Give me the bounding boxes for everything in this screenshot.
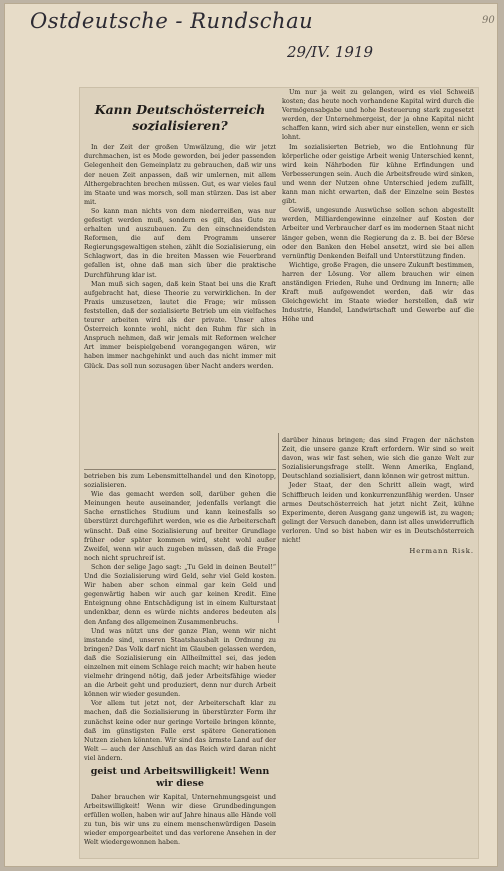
paragraph: Vor allem tut jetzt not, der Arbeiterschaft klar zu machen, daß die Sozialisierung in überstürzter Form ihr zunächst keine oder nur geringe Vorteile bringen könnte, daß im günstigsten Falle erst spätere Generationen Nutzen ziehen könnten. Wir sind das ärmste Land auf der Welt — auch der Anschluß an das Reich wird daran nicht viel ändern. [84, 699, 276, 762]
column-left-bottom [84, 472, 276, 858]
article-headline: Kann Deutschösterreich sozialisieren? [94, 102, 266, 133]
paragraph: Wie das gemacht werden soll, darüber gehen die Meinungen heute auseinander, jedenfalls verlangt die Sache ernstliches Studium und kann keinesfalls so überstürzt durchgeführt werden, wie es die Arbeiterschaft wünscht. Daß eine Sozialisierung auf breiter Grundlage früher oder später kommen wird, steht wohl außer Zweifel, wenn wir auch zugeben müssen, daß die Frage noch nicht spruchreif ist. [84, 490, 276, 562]
paragraph: betrieben bis zum Lebensmittelhandel und den Kinotopp, sozialisieren. [84, 472, 276, 490]
paragraph: So kann man nichts von dem niederreißen, was nur gefestigt werden muß, sondern es gilt, das Gute zu erhalten und auszubauen. Zu den einschneidendsten Reformen, die auf dem Programm unserer Regierungsgewaltigen stehen, zählt die Sozialisierung, ein Schlagwort, das in die breiten Massen wie Feuerbrand gefallen ist, ohne daß man sich über die praktische Durchführung klar ist. [84, 206, 276, 279]
pencil-page-number: 90 [482, 15, 495, 26]
paragraph: Im sozialisierten Betrieb, wo die Entlohnung für körperliche oder geistige Arbeit wenig Unterschied kennt, wird kein Nährboden für kühne Erfindungen und Verbesserungen sein. Auch die Arbeitsfreude wird sinken, und wenn der Nutzen ohne Unterschied jedem zufällt, kann man nicht erwarten, daß der Einzelne sein Bestes gibt. [282, 142, 474, 206]
newspaper-clipping [80, 88, 478, 858]
archive-sheet [4, 3, 498, 867]
paragraph: Gewiß, ungesunde Auswüchse sollen schon abgestellt werden, Milliardengewinne einzelner auf Kosten der Arbeiter und Verbraucher darf es im modernen Staat nicht länger geben, wenn die Regierung da z. B. bei der Börse oder den Banken den Hebel ansetzt, wird sie bei allen vernünftig Denkenden Beifall und Unterstützung finden. [282, 206, 474, 260]
column-divider-vertical [278, 433, 279, 623]
column-left-top [84, 88, 276, 468]
handwritten-newspaper-name: Ostdeutsche - Rundschau [30, 9, 314, 33]
paragraph: Um nur ja weit zu gelangen, wird es viel Schweiß kosten; das heute noch vorhandene Kapital wird durch die Vermögensabgabe und hohe Besteuerung stark zugesetzt werden, der Unternehmergeist, der ja ohne Kapital nicht schaffen kann, wird sich aber nur einstellen, wenn er sich lohnt. [282, 88, 474, 142]
paragraph: Jeder Staat, der den Schritt allein wagt, wird Schiffbruch leiden und konkurrenzunfähig werden. Unser armes Deutschösterreich hat jetzt nicht Zeit, kühne Experimente, deren Ausgang ganz ungewiß ist, zu wagen; gelingt der Versuch daneben, dann ist alles unwiderruflich verloren. Und so bist haben wir es in Deutschösterreich nicht! [282, 481, 474, 545]
paragraph: Schon der selige Jago sagt: „Tu Geld in deinen Beutel!“ Und die Sozialisierung wird Geld, sehr viel Geld kosten. Wir haben aber schon einmal gar kein Geld und gegenwärtig haben wir auch gar keinen Kredit. Eine Enteignung ohne Entschädigung ist in einem Kulturstaat undenkbar, denn es würde nichts anderes bedeuten als den Anfang des allgemeinen Zusammenbruchs. [84, 562, 276, 626]
column-right-top [282, 88, 474, 433]
paragraph: Daher brauchen wir Kapital, Unternehmungsgeist und Arbeitswilligkeit! Wenn wir diese Grundbedingungen erfüllen wollen, haben wir auf Jahre hinaus alle Hände voll zu tun, bis wir uns zu einem menschenwürdigen Dasein wieder emporgearbeitet und das verlorene Ansehen in der Welt wiedergewonnen haben. [84, 793, 276, 847]
column-right-bottom [282, 436, 474, 626]
paragraph: Wichtige, große Fragen, die unsere Zukunft bestimmen, harren der Lösung. Vor allem brauchen wir einen anständigen Frieden, Ruhe und Ordnung im Innern; alle Kraft muß aufgewendet werden, daß wir das Gleichgewicht im Staate wieder herstellen, daß wir Industrie, Handel, Landwirtschaft und Gewerbe auf die Höhe und [282, 260, 474, 324]
handwritten-date: 29/IV. 1919 [287, 43, 373, 61]
paragraph: In der Zeit der großen Umwälzung, die wir jetzt durchmachen, ist es Mode geworden, bei jeder passenden Gelegenheit den Gemeinplatz zu gebrauchen, daß wir uns der neuen Zeit anpassen, daß wir umlernen, mit allem Althergebrachten brechen müssen. Gut, es war vieles faul im Staate und was morsch, soll man stürzen. Das ist aber mit. [84, 143, 276, 206]
paragraph: Man muß sich sagen, daß kein Staat bei uns die Kraft aufgebracht hat, diese Theorie zu verwirklichen. In der Praxis umzusetzen, lautet die Frage; wir müssen feststellen, daß der sozialisierte Betrieb um ein vielfaches teurer arbeiten wird als der private. Unser altes Österreich konnte wohl, nicht den Ruhm für sich in Anspruch nehmen, daß wir jemals mit Reformen welcher Art immer beispielgebend vorangegangen wären, wir haben immer nachgehinkt und auch das nicht immer mit Glück. Das soll nun sozusagen über Nacht anders werden. [84, 279, 276, 370]
emphasized-line: geist und Arbeitswilligkeit! Wenn wir diese [90, 766, 270, 789]
paragraph: darüber hinaus bringen; das sind Fragen der nächsten Zeit, die unsere ganze Kraft erfordern. Wir sind so weit davon, was wir fast sehen, wie sich die ganze Welt zur Sozialisierungsfrage stellt. Wenn Amerika, England, Deutschland sozialisiert, dann können wir getrost mittun. [282, 436, 474, 481]
column-divider-horizontal [84, 469, 276, 470]
paragraph: Und was nützt uns der ganze Plan, wenn wir nicht imstande sind, unseren Staatshaushalt in Ordnung zu bringen? Das Volk darf nicht im Glauben gelassen werden, daß die Sozialisierung ein Allheilmittel sei, das jeden einzelnen mit einem Schlage reich macht; wir haben heute vielmehr dringend nötig, daß jeder Arbeitsfähige wieder an die Arbeit geht und produziert, denn nur durch Arbeit können wir wieder gesunden. [84, 626, 276, 699]
author-signature: Hermann Risk. [409, 547, 474, 556]
